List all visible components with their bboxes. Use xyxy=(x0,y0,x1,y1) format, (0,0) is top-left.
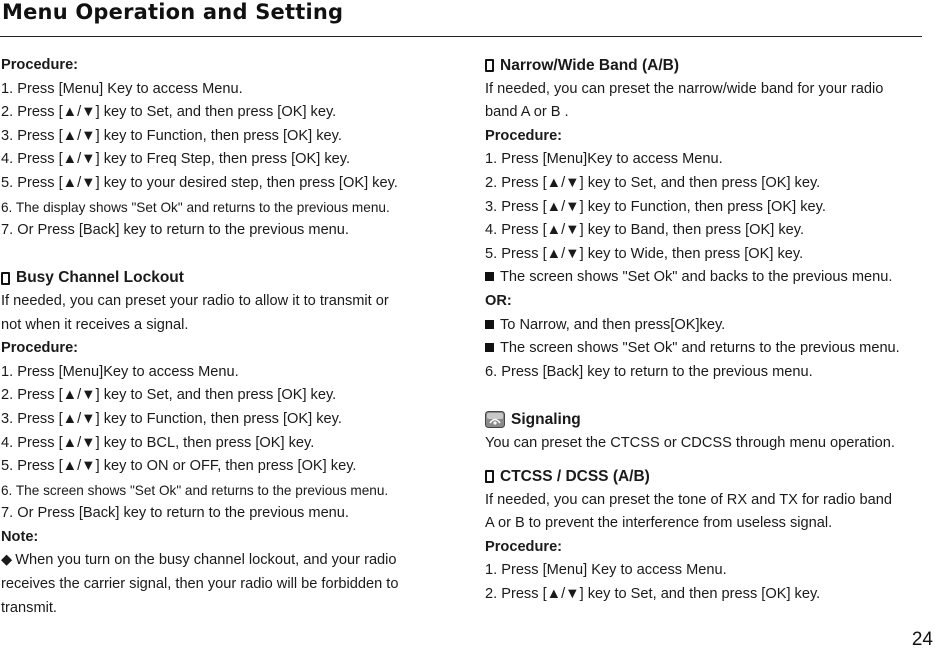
step-line: 1. Press [Menu] Key to access Menu. xyxy=(485,562,727,579)
bullet-line: The screen shows "Set Ok" and returns to the previous menu. xyxy=(485,337,930,361)
or-label: OR: xyxy=(485,292,512,309)
procedure-label: Procedure: xyxy=(485,127,563,144)
step-line: 2. Press [▲/▼] key to Set, and then press [OK] key. xyxy=(1,387,337,404)
note-line: transmit. xyxy=(1,599,57,616)
step-line: 7. Or Press [Back] key to return to the previous menu. xyxy=(1,222,349,239)
step-line: 5. Press [▲/▼] key to your desired step, then press [OK] key. xyxy=(1,174,398,191)
step-line: 1. Press [Menu] Key to access Menu. xyxy=(1,80,243,97)
heading-text: CTCSS / DCSS (A/B) xyxy=(500,468,650,486)
procedure-label: Procedure: xyxy=(1,57,79,73)
note-label: Note: xyxy=(1,528,39,545)
checkbox-icon xyxy=(1,272,10,285)
step-line: 3. Press [▲/▼] key to Function, then press [OK] key. xyxy=(1,410,342,427)
step-line: 3. Press [▲/▼] key to Function, then press [OK] key. xyxy=(485,198,826,215)
intro-line: band A or B . xyxy=(485,104,569,121)
heading-text: Narrow/Wide Band (A/B) xyxy=(500,57,679,74)
step-line: 2. Press [▲/▼] key to Set, and then press [OK] key. xyxy=(485,586,821,603)
intro-line: If needed, you can preset your radio to allow it to transmit or xyxy=(1,292,389,309)
note-line: ◆ When you turn on the busy channel lockout, and your radio xyxy=(1,552,397,569)
body-line: You can preset the CTCSS or CDCSS through menu operation. xyxy=(485,434,895,451)
step-line: 1. Press [Menu]Key to access Menu. xyxy=(1,363,239,380)
bullet-line: The screen shows "Set Ok" and backs to the previous menu. xyxy=(485,266,930,290)
section-heading-busy-channel xyxy=(1,266,446,290)
step-line: 5. Press [▲/▼] key to Wide, then press [OK] key. xyxy=(485,245,804,262)
intro-line: A or B to prevent the interference from useless signal. xyxy=(485,515,833,532)
section-heading-signaling xyxy=(485,408,930,432)
intro-line: not when it receives a signal. xyxy=(1,316,189,333)
title-divider xyxy=(0,36,922,37)
signaling-icon xyxy=(485,411,505,428)
section-heading-ctcss xyxy=(485,465,930,489)
step-line: 5. Press [▲/▼] key to ON or OFF, then press [OK] key. xyxy=(1,458,357,475)
step-line: 1. Press [Menu]Key to access Menu. xyxy=(485,151,723,168)
step-line: 6. Press [Back] key to return to the previous menu. xyxy=(485,363,813,380)
procedure-label: Procedure: xyxy=(485,538,563,555)
square-bullet-icon xyxy=(485,272,494,281)
step-line: 7. Or Press [Back] key to return to the previous menu. xyxy=(1,505,349,522)
checkbox-icon xyxy=(485,59,494,72)
heading-text: Signaling xyxy=(511,410,581,428)
left-column xyxy=(1,54,446,620)
step-line: 6. The screen shows "Set Ok" and returns to the previous menu. xyxy=(1,482,389,498)
intro-line: If needed, you can preset the narrow/wide band for your radio xyxy=(485,80,884,97)
diamond-bullet-icon: ◆ xyxy=(1,552,13,569)
step-line: 2. Press [▲/▼] key to Set, and then press [OK] key. xyxy=(485,174,821,191)
right-column xyxy=(485,54,930,607)
square-bullet-icon xyxy=(485,320,494,329)
step-line: 2. Press [▲/▼] key to Set, and then press [OK] key. xyxy=(1,104,337,121)
page-number: 24 xyxy=(911,629,933,650)
section-heading-narrow-wide xyxy=(485,54,930,78)
square-bullet-icon xyxy=(485,343,494,352)
step-line: 4. Press [▲/▼] key to BCL, then press [OK] key. xyxy=(1,434,315,451)
heading-text: Busy Channel Lockout xyxy=(16,269,184,287)
step-line: 4. Press [▲/▼] key to Freq Step, then press [OK] key. xyxy=(1,151,351,168)
checkbox-icon xyxy=(485,470,494,483)
note-line: receives the carrier signal, then your radio will be forbidden to xyxy=(1,576,399,593)
intro-line: If needed, you can preset the tone of RX and TX for radio band xyxy=(485,491,893,508)
step-line: 3. Press [▲/▼] key to Function, then press [OK] key. xyxy=(1,127,342,144)
step-line: 6. The display shows "Set Ok" and returns to the previous menu. xyxy=(1,199,390,215)
bullet-line: To Narrow, and then press[OK]key. xyxy=(485,314,930,338)
page-title: Menu Operation and Setting xyxy=(2,0,344,24)
procedure-label: Procedure: xyxy=(1,340,79,357)
step-line: 4. Press [▲/▼] key to Band, then press [OK] key. xyxy=(485,222,805,239)
